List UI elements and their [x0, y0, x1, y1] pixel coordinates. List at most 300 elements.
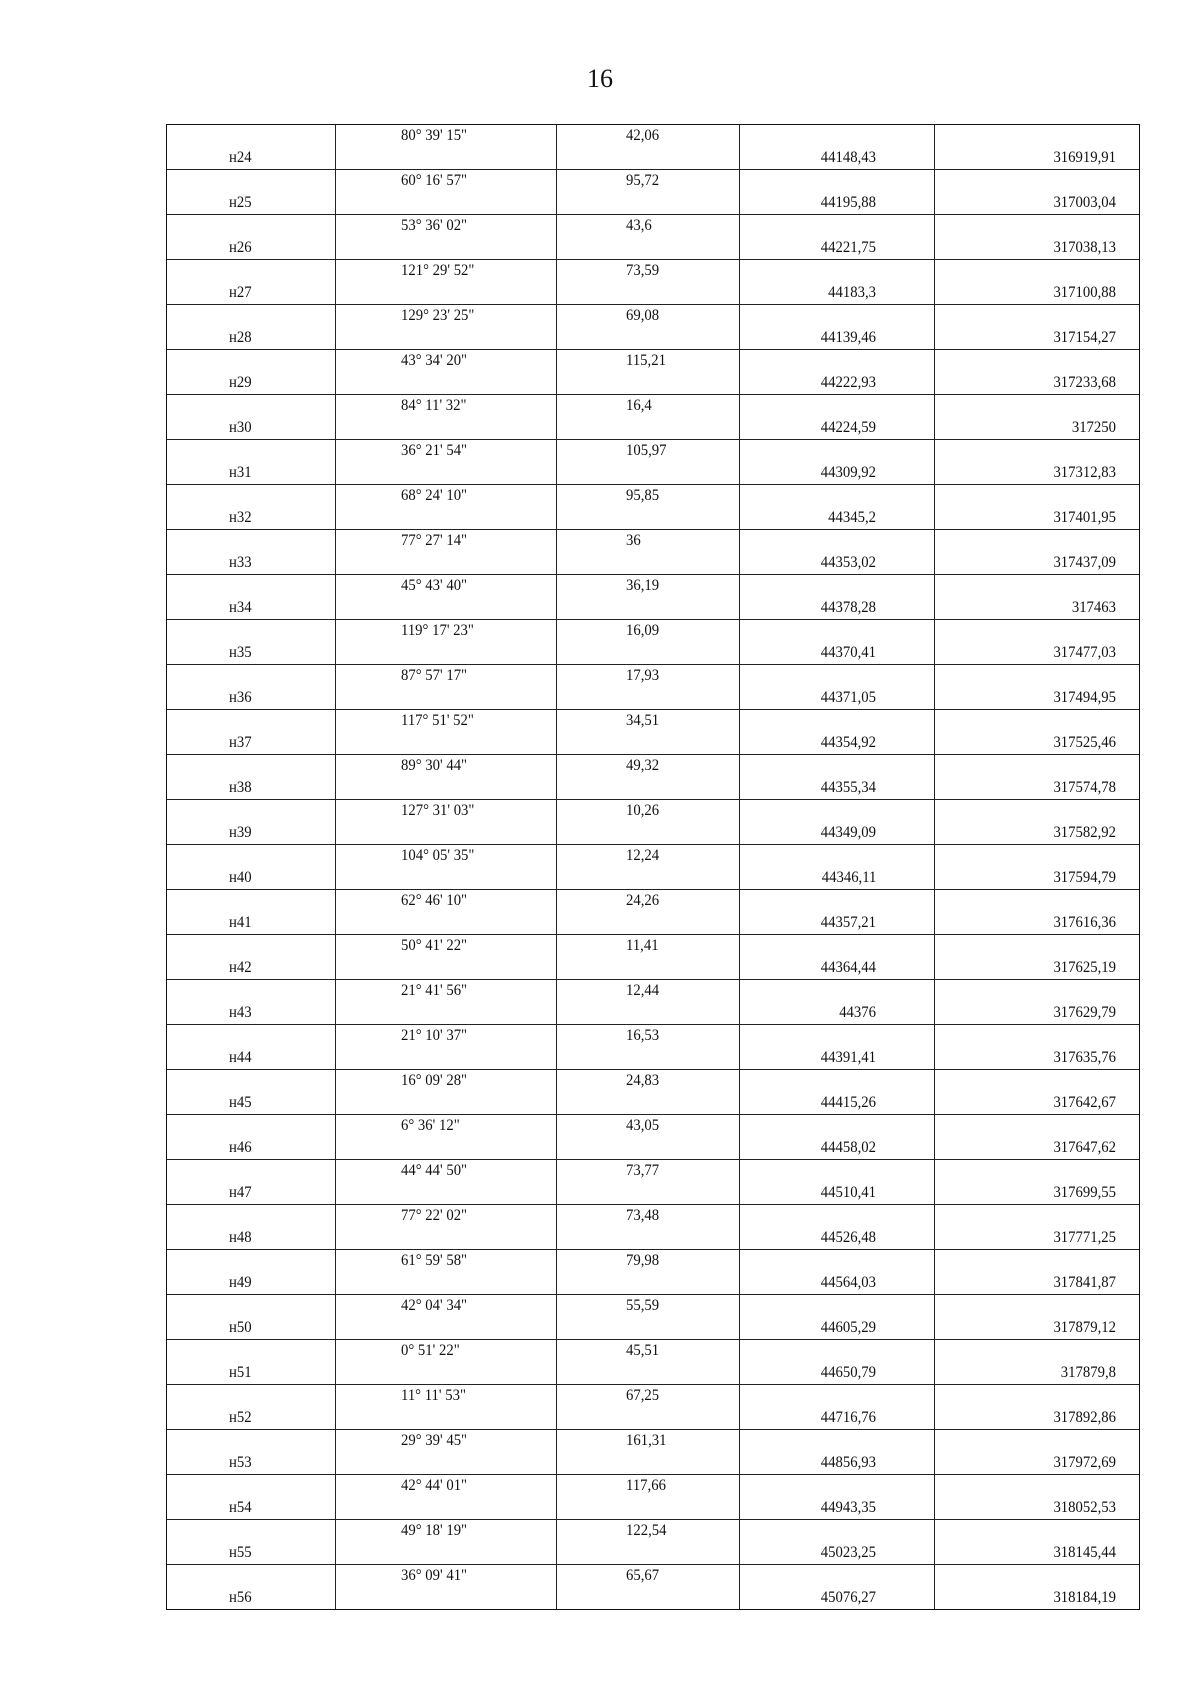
- point-label: н26: [229, 239, 252, 256]
- point-label: н36: [229, 689, 252, 706]
- segment-length: 43,6: [626, 217, 652, 234]
- distance-cell: [556, 665, 739, 709]
- direction-angle: 84° 11' 32": [400, 397, 467, 414]
- table-row: [167, 1519, 1139, 1564]
- y-coordinate: 317437,09: [1053, 554, 1116, 571]
- point-label: н53: [229, 1454, 252, 1471]
- y-coordinate: 317892,86: [1053, 1409, 1116, 1426]
- point-cell: [167, 260, 335, 304]
- point-cell: [167, 1115, 335, 1159]
- table-row: [167, 754, 1139, 799]
- y-coordinate: 317841,87: [1053, 1274, 1116, 1291]
- y-coordinate-cell: [934, 485, 1139, 529]
- segment-length: 117,66: [626, 1477, 667, 1494]
- table-row: [167, 1114, 1139, 1159]
- y-coordinate-cell: [934, 1115, 1139, 1159]
- distance-cell: [556, 575, 739, 619]
- point-label: н50: [229, 1319, 252, 1336]
- x-coordinate-cell: [739, 1160, 935, 1204]
- x-coordinate: 44510,41: [821, 1184, 877, 1201]
- x-coordinate: 44345,2: [828, 509, 877, 526]
- distance-cell: [556, 1340, 739, 1384]
- segment-length: 105,97: [626, 442, 667, 459]
- segment-length: 24,26: [626, 892, 660, 909]
- table-row: [167, 889, 1139, 934]
- direction-angle: 42° 04' 34": [400, 1297, 467, 1314]
- direction-angle: 127° 31' 03": [400, 802, 475, 819]
- point-cell: [167, 395, 335, 439]
- x-coordinate: 44564,03: [821, 1274, 877, 1291]
- table-row: [167, 1474, 1139, 1519]
- angle-cell: [335, 1475, 557, 1519]
- table-row: [167, 1384, 1139, 1429]
- point-cell: [167, 1340, 335, 1384]
- table-row: [167, 1339, 1139, 1384]
- y-coordinate: 317879,8: [1060, 1364, 1116, 1381]
- angle-cell: [335, 440, 557, 484]
- distance-cell: [556, 170, 739, 214]
- direction-angle: 45° 43' 40": [400, 577, 467, 594]
- y-coordinate: 317100,88: [1053, 284, 1116, 301]
- x-coordinate-cell: [739, 845, 935, 889]
- point-label: н40: [229, 869, 252, 886]
- x-coordinate: 44183,3: [828, 284, 877, 301]
- point-label: н49: [229, 1274, 252, 1291]
- angle-cell: [335, 1025, 557, 1069]
- y-coordinate-cell: [934, 710, 1139, 754]
- table-row: [167, 1429, 1139, 1474]
- point-cell: [167, 350, 335, 394]
- x-coordinate: 44195,88: [821, 194, 877, 211]
- y-coordinate-cell: [934, 1295, 1139, 1339]
- distance-cell: [556, 485, 739, 529]
- x-coordinate-cell: [739, 1115, 935, 1159]
- y-coordinate-cell: [934, 440, 1139, 484]
- x-coordinate-cell: [739, 620, 935, 664]
- point-cell: [167, 620, 335, 664]
- y-coordinate: 317647,62: [1053, 1139, 1116, 1156]
- segment-length: 45,51: [626, 1342, 660, 1359]
- segment-length: 49,32: [626, 757, 660, 774]
- x-coordinate-cell: [739, 800, 935, 844]
- segment-length: 34,51: [626, 712, 660, 729]
- segment-length: 24,83: [626, 1072, 660, 1089]
- x-coordinate: 45076,27: [821, 1589, 877, 1606]
- point-label: н51: [229, 1364, 252, 1381]
- direction-angle: 16° 09' 28": [400, 1072, 467, 1089]
- point-label: н27: [229, 284, 252, 301]
- distance-cell: [556, 890, 739, 934]
- distance-cell: [556, 1025, 739, 1069]
- point-cell: [167, 665, 335, 709]
- point-label: н45: [229, 1094, 252, 1111]
- angle-cell: [335, 260, 557, 304]
- x-coordinate: 44391,41: [821, 1049, 877, 1066]
- segment-length: 69,08: [626, 307, 660, 324]
- y-coordinate-cell: [934, 125, 1139, 169]
- y-coordinate: 317525,46: [1053, 734, 1116, 751]
- y-coordinate-cell: [934, 395, 1139, 439]
- segment-length: 16,4: [626, 397, 652, 414]
- table-row: [167, 259, 1139, 304]
- table-row: [167, 844, 1139, 889]
- distance-cell: [556, 260, 739, 304]
- table-row: [167, 1159, 1139, 1204]
- x-coordinate-cell: [739, 1340, 935, 1384]
- point-cell: [167, 215, 335, 259]
- table-row: [167, 799, 1139, 844]
- x-coordinate: 44716,76: [821, 1409, 877, 1426]
- distance-cell: [556, 1385, 739, 1429]
- y-coordinate-cell: [934, 1475, 1139, 1519]
- y-coordinate: 317625,19: [1053, 959, 1116, 976]
- point-label: н38: [229, 779, 252, 796]
- x-coordinate-cell: [739, 1205, 935, 1249]
- point-label: н32: [229, 509, 252, 526]
- angle-cell: [335, 980, 557, 1024]
- x-coordinate: 44349,09: [821, 824, 877, 841]
- angle-cell: [335, 1160, 557, 1204]
- angle-cell: [335, 1295, 557, 1339]
- direction-angle: 77° 27' 14": [400, 532, 467, 549]
- y-coordinate: 318145,44: [1053, 1544, 1116, 1561]
- x-coordinate: 44357,21: [821, 914, 877, 931]
- y-coordinate-cell: [934, 1340, 1139, 1384]
- x-coordinate-cell: [739, 1430, 935, 1474]
- x-coordinate: 44370,41: [821, 644, 877, 661]
- point-label: н55: [229, 1544, 252, 1561]
- table-row: [167, 1294, 1139, 1339]
- y-coordinate: 317582,92: [1053, 824, 1116, 841]
- y-coordinate: 317629,79: [1053, 1004, 1116, 1021]
- point-cell: [167, 485, 335, 529]
- y-coordinate: 317635,76: [1053, 1049, 1116, 1066]
- y-coordinate-cell: [934, 1070, 1139, 1114]
- x-coordinate-cell: [739, 170, 935, 214]
- point-cell: [167, 1385, 335, 1429]
- direction-angle: 119° 17' 23": [400, 622, 474, 639]
- segment-length: 73,59: [626, 262, 660, 279]
- segment-length: 79,98: [626, 1252, 660, 1269]
- distance-cell: [556, 1250, 739, 1294]
- point-cell: [167, 125, 335, 169]
- x-coordinate: 44605,29: [821, 1319, 877, 1336]
- table-row: [167, 439, 1139, 484]
- x-coordinate-cell: [739, 1565, 935, 1609]
- segment-length: 16,53: [626, 1027, 660, 1044]
- direction-angle: 61° 59' 58": [400, 1252, 467, 1269]
- table-row: [167, 1204, 1139, 1249]
- table-row: [167, 125, 1139, 169]
- x-coordinate-cell: [739, 350, 935, 394]
- point-cell: [167, 1295, 335, 1339]
- y-coordinate-cell: [934, 1385, 1139, 1429]
- distance-cell: [556, 395, 739, 439]
- x-coordinate: 44371,05: [821, 689, 877, 706]
- point-cell: [167, 1520, 335, 1564]
- direction-angle: 53° 36' 02": [400, 217, 467, 234]
- point-cell: [167, 1070, 335, 1114]
- x-coordinate-cell: [739, 1520, 935, 1564]
- point-cell: [167, 440, 335, 484]
- table-row: [167, 619, 1139, 664]
- x-coordinate: 44376: [839, 1004, 877, 1021]
- table-row: [167, 169, 1139, 214]
- point-cell: [167, 710, 335, 754]
- point-cell: [167, 890, 335, 934]
- x-coordinate-cell: [739, 395, 935, 439]
- direction-angle: 50° 41' 22": [400, 937, 467, 954]
- segment-length: 17,93: [626, 667, 660, 684]
- point-cell: [167, 305, 335, 349]
- y-coordinate: 317972,69: [1053, 1454, 1116, 1471]
- angle-cell: [335, 1430, 557, 1474]
- segment-length: 115,21: [626, 352, 667, 369]
- segment-length: 12,24: [626, 847, 660, 864]
- direction-angle: 21° 10' 37": [400, 1027, 467, 1044]
- distance-cell: [556, 1475, 739, 1519]
- x-coordinate: 44224,59: [821, 419, 877, 436]
- angle-cell: [335, 1565, 557, 1609]
- point-label: н25: [229, 194, 252, 211]
- angle-cell: [335, 530, 557, 574]
- direction-angle: 62° 46' 10": [400, 892, 467, 909]
- segment-length: 55,59: [626, 1297, 660, 1314]
- segment-length: 43,05: [626, 1117, 660, 1134]
- x-coordinate-cell: [739, 125, 935, 169]
- y-coordinate-cell: [934, 845, 1139, 889]
- segment-length: 36,19: [626, 577, 660, 594]
- direction-angle: 117° 51' 52": [400, 712, 474, 729]
- coordinates-table: [166, 124, 1140, 1610]
- y-coordinate: 317771,25: [1053, 1229, 1116, 1246]
- angle-cell: [335, 1070, 557, 1114]
- segment-length: 16,09: [626, 622, 660, 639]
- direction-angle: 80° 39' 15": [400, 127, 467, 144]
- distance-cell: [556, 1115, 739, 1159]
- y-coordinate: 317250: [1071, 419, 1116, 436]
- point-cell: [167, 1025, 335, 1069]
- y-coordinate-cell: [934, 350, 1139, 394]
- y-coordinate: 317038,13: [1053, 239, 1116, 256]
- distance-cell: [556, 1070, 739, 1114]
- y-coordinate: 318052,53: [1053, 1499, 1116, 1516]
- page-number: 16: [587, 64, 613, 93]
- x-coordinate-cell: [739, 1295, 935, 1339]
- x-coordinate: 44222,93: [821, 374, 877, 391]
- x-coordinate-cell: [739, 260, 935, 304]
- y-coordinate-cell: [934, 530, 1139, 574]
- point-label: н44: [229, 1049, 252, 1066]
- direction-angle: 68° 24' 10": [400, 487, 467, 504]
- table-row: [167, 394, 1139, 439]
- y-coordinate-cell: [934, 1520, 1139, 1564]
- direction-angle: 11° 11' 53": [400, 1387, 466, 1404]
- point-label: н56: [229, 1589, 252, 1606]
- angle-cell: [335, 710, 557, 754]
- x-coordinate-cell: [739, 305, 935, 349]
- point-label: н41: [229, 914, 252, 931]
- point-label: н24: [229, 149, 252, 166]
- x-coordinate-cell: [739, 1070, 935, 1114]
- x-coordinate: 44526,48: [821, 1229, 877, 1246]
- angle-cell: [335, 800, 557, 844]
- distance-cell: [556, 755, 739, 799]
- x-coordinate: 44354,92: [821, 734, 877, 751]
- direction-angle: 6° 36' 12": [400, 1117, 460, 1134]
- point-label: н34: [229, 599, 252, 616]
- direction-angle: 0° 51' 22": [400, 1342, 460, 1359]
- direction-angle: 21° 41' 56": [400, 982, 467, 999]
- table-row: [167, 1069, 1139, 1114]
- table-row: [167, 664, 1139, 709]
- angle-cell: [335, 1115, 557, 1159]
- x-coordinate-cell: [739, 665, 935, 709]
- direction-angle: 36° 09' 41": [400, 1567, 467, 1584]
- distance-cell: [556, 845, 739, 889]
- point-label: н54: [229, 1499, 252, 1516]
- angle-cell: [335, 1340, 557, 1384]
- angle-cell: [335, 845, 557, 889]
- x-coordinate-cell: [739, 935, 935, 979]
- y-coordinate-cell: [934, 1205, 1139, 1249]
- y-coordinate: 317642,67: [1053, 1094, 1116, 1111]
- direction-angle: 87° 57' 17": [400, 667, 467, 684]
- distance-cell: [556, 215, 739, 259]
- angle-cell: [335, 305, 557, 349]
- x-coordinate-cell: [739, 1250, 935, 1294]
- angle-cell: [335, 620, 557, 664]
- distance-cell: [556, 935, 739, 979]
- point-cell: [167, 1430, 335, 1474]
- x-coordinate: 44378,28: [821, 599, 877, 616]
- angle-cell: [335, 1385, 557, 1429]
- y-coordinate: 317574,78: [1053, 779, 1116, 796]
- segment-length: 95,72: [626, 172, 660, 189]
- point-cell: [167, 845, 335, 889]
- y-coordinate-cell: [934, 935, 1139, 979]
- y-coordinate-cell: [934, 800, 1139, 844]
- x-coordinate: 44355,34: [821, 779, 877, 796]
- point-cell: [167, 1160, 335, 1204]
- point-label: н28: [229, 329, 252, 346]
- point-label: н31: [229, 464, 252, 481]
- table-row: [167, 1249, 1139, 1294]
- direction-angle: 60° 16' 57": [400, 172, 467, 189]
- angle-cell: [335, 935, 557, 979]
- y-coordinate: 317594,79: [1053, 869, 1116, 886]
- point-label: н30: [229, 419, 252, 436]
- segment-length: 161,31: [626, 1432, 667, 1449]
- table-row: [167, 709, 1139, 754]
- y-coordinate-cell: [934, 980, 1139, 1024]
- point-label: н48: [229, 1229, 252, 1246]
- x-coordinate-cell: [739, 710, 935, 754]
- point-cell: [167, 170, 335, 214]
- y-coordinate-cell: [934, 260, 1139, 304]
- y-coordinate-cell: [934, 1565, 1139, 1609]
- y-coordinate-cell: [934, 170, 1139, 214]
- point-label: н35: [229, 644, 252, 661]
- segment-length: 73,48: [626, 1207, 660, 1224]
- table-row: [167, 349, 1139, 394]
- x-coordinate-cell: [739, 485, 935, 529]
- x-coordinate-cell: [739, 575, 935, 619]
- x-coordinate-cell: [739, 530, 935, 574]
- x-coordinate: 44148,43: [821, 149, 877, 166]
- y-coordinate-cell: [934, 305, 1139, 349]
- table-row: [167, 304, 1139, 349]
- x-coordinate: 45023,25: [821, 1544, 877, 1561]
- table-row: [167, 979, 1139, 1024]
- distance-cell: [556, 350, 739, 394]
- segment-length: 10,26: [626, 802, 660, 819]
- y-coordinate: 317233,68: [1053, 374, 1116, 391]
- y-coordinate: 317154,27: [1053, 329, 1116, 346]
- point-cell: [167, 800, 335, 844]
- table-row: [167, 1564, 1139, 1609]
- angle-cell: [335, 1205, 557, 1249]
- distance-cell: [556, 1160, 739, 1204]
- point-label: н43: [229, 1004, 252, 1021]
- point-cell: [167, 755, 335, 799]
- x-coordinate-cell: [739, 440, 935, 484]
- distance-cell: [556, 1520, 739, 1564]
- direction-angle: 121° 29' 52": [400, 262, 475, 279]
- distance-cell: [556, 800, 739, 844]
- y-coordinate: 317003,04: [1053, 194, 1116, 211]
- angle-cell: [335, 890, 557, 934]
- y-coordinate-cell: [934, 1160, 1139, 1204]
- direction-angle: 77° 22' 02": [400, 1207, 467, 1224]
- angle-cell: [335, 1520, 557, 1564]
- angle-cell: [335, 350, 557, 394]
- point-label: н42: [229, 959, 252, 976]
- table-row: [167, 214, 1139, 259]
- y-coordinate: 318184,19: [1053, 1589, 1116, 1606]
- x-coordinate: 44364,44: [821, 959, 877, 976]
- x-coordinate-cell: [739, 1475, 935, 1519]
- point-cell: [167, 980, 335, 1024]
- x-coordinate: 44346,11: [821, 869, 877, 886]
- point-cell: [167, 1205, 335, 1249]
- x-coordinate-cell: [739, 890, 935, 934]
- x-coordinate: 44353,02: [821, 554, 877, 571]
- segment-length: 95,85: [626, 487, 660, 504]
- y-coordinate-cell: [934, 890, 1139, 934]
- angle-cell: [335, 1250, 557, 1294]
- y-coordinate: 317477,03: [1053, 644, 1116, 661]
- direction-angle: 44° 44' 50": [400, 1162, 467, 1179]
- distance-cell: [556, 1295, 739, 1339]
- y-coordinate: 317401,95: [1053, 509, 1116, 526]
- x-coordinate: 44415,26: [821, 1094, 877, 1111]
- y-coordinate-cell: [934, 575, 1139, 619]
- y-coordinate-cell: [934, 620, 1139, 664]
- direction-angle: 36° 21' 54": [400, 442, 467, 459]
- y-coordinate-cell: [934, 1430, 1139, 1474]
- point-cell: [167, 1475, 335, 1519]
- angle-cell: [335, 215, 557, 259]
- x-coordinate-cell: [739, 215, 935, 259]
- y-coordinate-cell: [934, 665, 1139, 709]
- point-label: н39: [229, 824, 252, 841]
- segment-length: 36: [626, 532, 641, 549]
- x-coordinate: 44943,35: [821, 1499, 877, 1516]
- x-coordinate-cell: [739, 980, 935, 1024]
- y-coordinate: 317494,95: [1053, 689, 1116, 706]
- point-cell: [167, 935, 335, 979]
